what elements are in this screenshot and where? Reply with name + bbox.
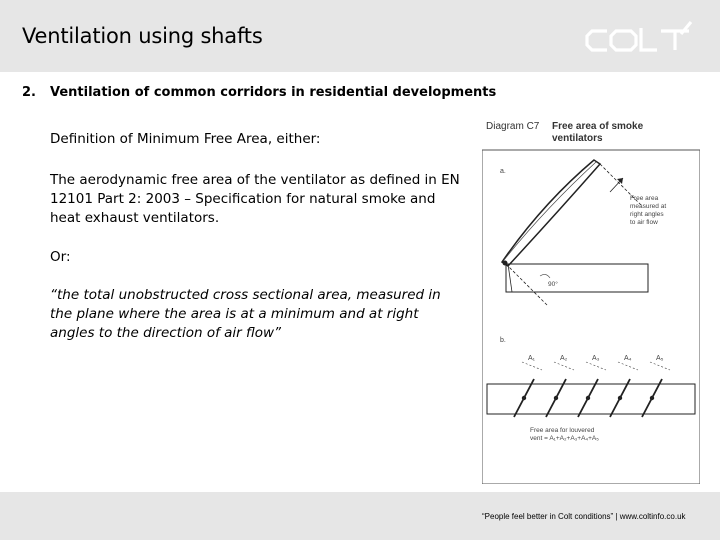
svg-text:to air flow: to air flow: [630, 219, 658, 226]
or-label: Or:: [50, 249, 71, 265]
svg-text:measured at: measured at: [630, 203, 667, 210]
vent-flap: [502, 160, 600, 266]
louvre-label-a1: A₁: [528, 355, 536, 362]
diagram-label: Diagram C7: [486, 121, 540, 132]
section-number: 2.: [22, 85, 36, 100]
definition-intro: Definition of Minimum Free Area, either:: [50, 131, 321, 147]
colt-logo: [583, 18, 701, 58]
diagram-title-1: Free area of smoke: [552, 121, 644, 132]
louvre-label-a4: A₄: [624, 355, 632, 362]
section-title: Ventilation of common corridors in residential developments: [50, 85, 497, 100]
angle-label: 90°: [548, 281, 558, 288]
svg-text:Free area: Free area: [630, 195, 659, 202]
louvre-label-a3: A₃: [592, 355, 600, 362]
header-bar: [0, 0, 720, 72]
definition-quote: “the total unobstructed cross sectional area, measured in the plane where the area is at a minimum and at right angles to the direction of air flow”: [50, 287, 441, 341]
louvre-caption-2: vent = A₁+A₂+A₃+A₄+A₅: [530, 435, 599, 442]
footer-tagline: “People feel better in Colt conditions” | www.coltinfo.co.uk: [482, 512, 686, 521]
diagram-c7-image: [482, 114, 700, 484]
louvre-label-a2: A₂: [560, 355, 568, 362]
louvre-caption-1: Free area for louvered: [530, 427, 595, 434]
louvre-label-a5: A₅: [656, 355, 664, 362]
vent-upstand: [506, 264, 648, 292]
diagram-title-2: ventilators: [552, 133, 603, 144]
part-a-label: a.: [500, 168, 506, 175]
definition-en12101: The aerodynamic free area of the ventilator as defined in EN 12101 Part 2: 2003 – Specification for natural smoke and heat exhaust ventilators.: [50, 172, 460, 226]
svg-text:right angles: right angles: [630, 211, 664, 218]
slide-title: Ventilation using shafts: [22, 24, 263, 48]
part-b-label: b.: [500, 337, 506, 344]
